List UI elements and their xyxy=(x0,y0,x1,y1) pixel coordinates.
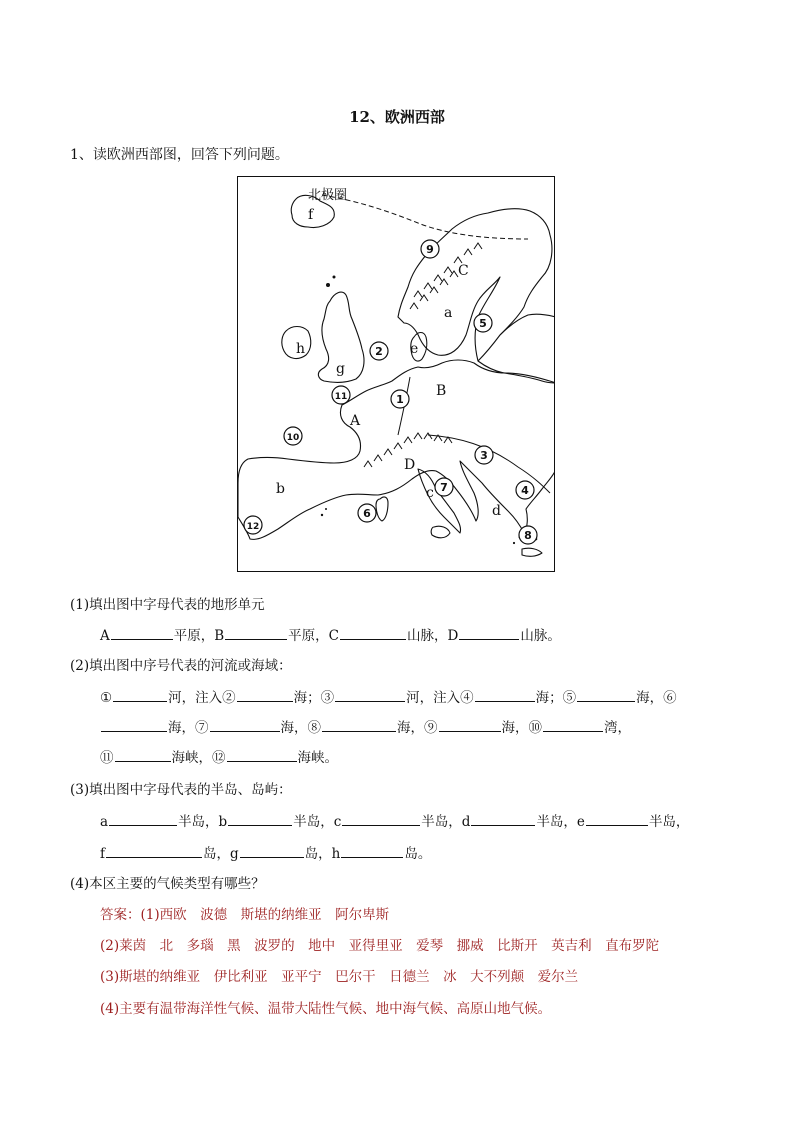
finland-outline xyxy=(500,314,555,335)
blank-C[interactable] xyxy=(340,625,406,640)
blank-8[interactable] xyxy=(322,717,396,732)
label-b: b xyxy=(276,481,285,497)
italy-outline xyxy=(418,469,461,533)
sicily-outline xyxy=(431,526,450,538)
blank-9[interactable] xyxy=(439,717,501,732)
blank-12[interactable] xyxy=(227,747,297,762)
q2-line2: 海，⑦ 海，⑧ 海，⑨ 海，⑩ 湾， xyxy=(100,716,631,736)
marker-10 xyxy=(284,427,302,445)
blank-g[interactable] xyxy=(240,843,304,858)
label-A: A xyxy=(350,413,361,429)
svg-text:3: 3 xyxy=(480,449,488,462)
scandinavia-outline xyxy=(398,209,552,361)
svg-text:4: 4 xyxy=(521,484,529,497)
svg-text:10: 10 xyxy=(286,433,300,443)
blank-11[interactable] xyxy=(115,747,171,762)
marker-3 xyxy=(475,446,493,464)
svg-text:11: 11 xyxy=(334,392,348,402)
label-f: f xyxy=(308,207,314,223)
svg-text:1: 1 xyxy=(396,393,404,406)
label-d: d xyxy=(492,503,501,519)
q3-line2: f 岛，g 岛，h 岛。 xyxy=(100,842,431,862)
label-a: a xyxy=(444,305,453,321)
question-intro: 1、读欧洲西部图，回答下列问题。 xyxy=(70,147,289,163)
q2-line3: ⑪ 海峡，⑫ 海峡。 xyxy=(100,746,338,766)
label-C: C xyxy=(458,263,469,279)
marker-2 xyxy=(370,342,388,360)
europe-map xyxy=(237,176,555,572)
q2-heading: (2)填出图中序号代表的河流或海域： xyxy=(70,658,292,674)
blank-D[interactable] xyxy=(459,625,519,640)
blank-b[interactable] xyxy=(228,811,292,826)
blank-6[interactable] xyxy=(101,717,167,732)
marker-9 xyxy=(421,240,439,258)
blank-f[interactable] xyxy=(106,843,202,858)
marker-8 xyxy=(519,526,537,544)
blank-2[interactable] xyxy=(237,687,293,702)
svg-text:8: 8 xyxy=(524,529,532,542)
answer-3: (3)斯堪的纳维亚 伊比利亚 亚平宁 巴尔干 日德兰 冰 大不列颠 爱尔兰 xyxy=(100,969,579,985)
label-g: g xyxy=(336,361,345,377)
marker-5 xyxy=(474,314,492,332)
arctic-circle-label: 北极圈 xyxy=(308,188,348,203)
blank-e[interactable] xyxy=(586,811,648,826)
blank-4[interactable] xyxy=(475,687,535,702)
mainland-coast xyxy=(238,360,555,539)
blank-A[interactable] xyxy=(111,625,173,640)
small-islands xyxy=(321,276,538,545)
svg-text:9: 9 xyxy=(426,243,434,256)
blank-c[interactable] xyxy=(342,811,420,826)
label-D: D xyxy=(404,457,416,473)
blank-h[interactable] xyxy=(341,843,403,858)
label-e: e xyxy=(410,341,419,357)
q3-heading: (3)填出图中字母代表的半岛、岛屿： xyxy=(70,782,292,798)
q2-line1: ① 河，注入② 海；③ 河，注入④ 海；⑤ 海，⑥ xyxy=(100,686,677,706)
q1-heading: (1)填出图中字母代表的地形单元 xyxy=(70,597,265,613)
marker-7 xyxy=(435,478,453,496)
crete-outline xyxy=(522,548,542,556)
marker-4 xyxy=(516,481,534,499)
marker-1 xyxy=(391,390,409,408)
answer-2: (2)莱茵 北 多瑙 黑 波罗的 地中 亚得里亚 爱琴 挪威 比斯开 英吉利 直布罗陀 xyxy=(100,938,660,954)
blank-d[interactable] xyxy=(471,811,535,826)
label-c: c xyxy=(426,485,434,501)
marker-6 xyxy=(358,504,376,522)
scandinavian-mountains xyxy=(410,243,482,309)
page-title: 12、欧洲西部 xyxy=(349,108,445,126)
q3-line1: a 半岛，b 半岛，c 半岛，d 半岛，e 半岛， xyxy=(100,810,689,830)
svg-text:5: 5 xyxy=(479,317,487,330)
svg-text:7: 7 xyxy=(440,481,448,494)
blank-5[interactable] xyxy=(577,687,635,702)
blank-1[interactable] xyxy=(113,687,167,702)
arctic-circle-line xyxy=(322,195,528,239)
blank-3[interactable] xyxy=(335,687,405,702)
answer-1: 答案：(1)西欧 波德 斯堪的纳维亚 阿尔卑斯 xyxy=(100,907,390,923)
q4-heading: (4)本区主要的气候类型有哪些？ xyxy=(70,876,265,892)
label-h: h xyxy=(296,341,306,357)
label-B: B xyxy=(436,383,447,399)
map-drawing xyxy=(238,177,555,572)
blank-7[interactable] xyxy=(210,717,280,732)
marker-11 xyxy=(332,386,350,404)
svg-text:12: 12 xyxy=(246,522,260,532)
svg-text:2: 2 xyxy=(375,345,383,358)
q1-line: A 平原，B 平原，C 山脉，D 山脉。 xyxy=(100,624,561,644)
marker-12 xyxy=(244,516,262,534)
blank-B[interactable] xyxy=(225,625,287,640)
blank-a[interactable] xyxy=(109,811,177,826)
answer-4: (4)主要有温带海洋性气候、温带大陆性气候、地中海气候、高原山地气候。 xyxy=(100,1001,552,1017)
sardinia-outline xyxy=(376,497,388,521)
blank-10[interactable] xyxy=(543,717,603,732)
svg-text:6: 6 xyxy=(363,507,371,520)
